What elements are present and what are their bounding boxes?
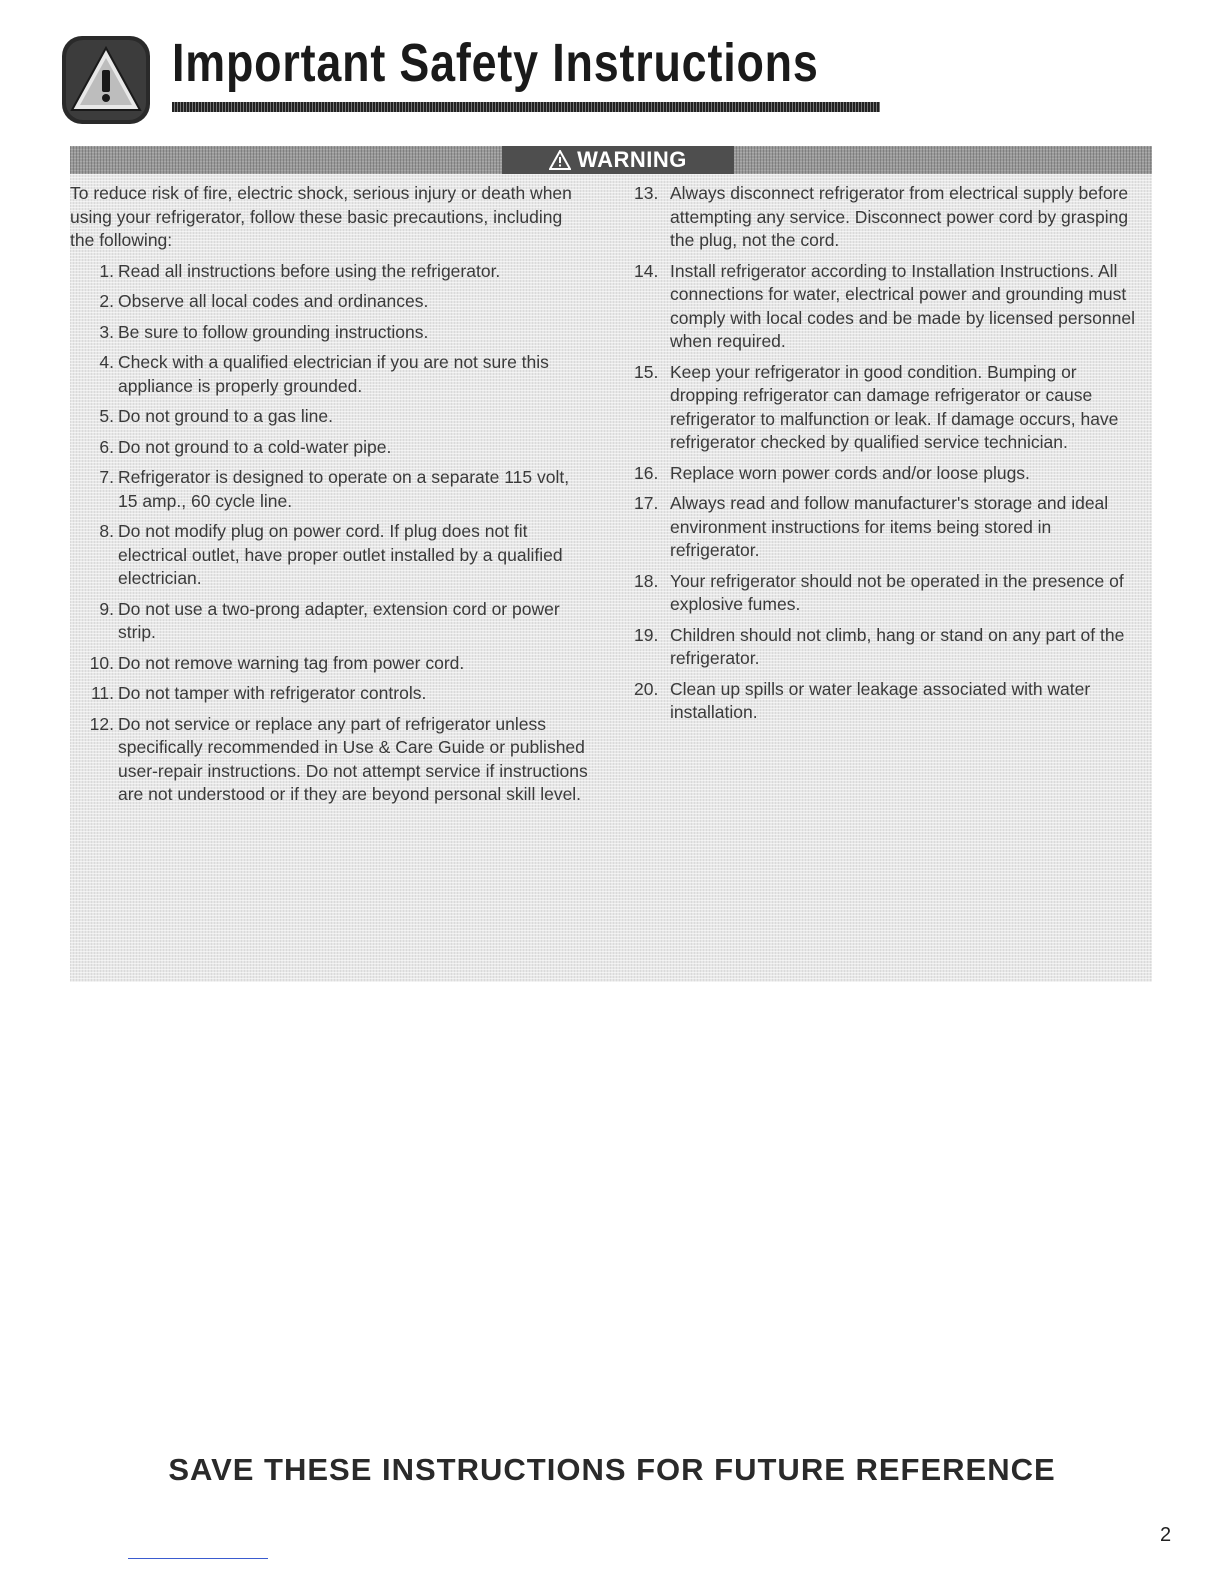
instruction-text: Children should not climb, hang or stand on any part of the refrigerator. [670, 624, 1125, 668]
instruction-text: Refrigerator is designed to operate on a separate 115 volt, 15 amp., 60 cycle line. [118, 467, 570, 511]
instruction-number: 8. [99, 521, 114, 541]
instruction-number: 12. [89, 713, 114, 734]
instruction-text: Observe all local codes and ordinances. [118, 291, 429, 311]
instruction-number: 18. [634, 570, 659, 591]
warning-label-text: WARNING [577, 147, 687, 172]
instruction-item [70, 321, 590, 345]
page-title: Important Safety Instructions [172, 33, 819, 93]
instruction-item [70, 351, 590, 398]
instruction-number: 13. [634, 183, 659, 203]
instruction-text: Do not ground to a gas line. [118, 406, 334, 426]
instruction-number: 4. [99, 352, 114, 372]
page-header [62, 32, 832, 124]
instruction-item [70, 520, 590, 591]
instruction-item [70, 466, 590, 513]
instruction-item [70, 652, 590, 676]
right-instruction-list [634, 182, 1142, 725]
instruction-number: 16. [634, 462, 659, 483]
instruction-item [634, 492, 1142, 563]
left-instruction-list [70, 260, 590, 807]
right-column [634, 182, 1142, 732]
warning-bar [70, 146, 1152, 174]
instruction-number: 17. [634, 493, 659, 513]
instruction-text: Your refrigerator should not be operated in the presence of explosive fumes. [670, 570, 1124, 614]
warning-box [70, 146, 1152, 982]
instruction-text: Do not modify plug on power cord. If plug does not fit electrical outlet, have proper outlet installed by a qualified electrician. [118, 521, 563, 588]
instruction-number: 5. [99, 406, 114, 426]
footer-title: SAVE THESE INSTRUCTIONS FOR FUTURE REFERENCE [168, 1452, 1056, 1487]
instruction-text: Replace worn power cords and/or loose plugs. [670, 462, 1030, 483]
instruction-number: 20. [634, 678, 659, 699]
instruction-text: Check with a qualified electrician if you are not sure this appliance is properly grounded. [118, 352, 549, 396]
instruction-text: Do not remove warning tag from power cord. [118, 652, 465, 673]
instruction-text: Install refrigerator according to Installation Instructions. All connections for water, electrical power and grounding must comply with local codes and be made by licensed personnel when required. [670, 260, 1135, 351]
instruction-text: Do not tamper with refrigerator controls. [118, 683, 427, 703]
page-number: 2 [1160, 1524, 1172, 1546]
instruction-number: 1. [99, 260, 114, 281]
instruction-item [634, 260, 1142, 354]
warning-intro: To reduce risk of fire, electric shock, serious injury or death when using your refrigerator, follow these basic precautions, including the following: [70, 183, 572, 250]
instruction-item [634, 678, 1142, 725]
instruction-number: 15. [634, 361, 659, 382]
instruction-number: 6. [99, 436, 114, 457]
instruction-number: 14. [634, 260, 659, 281]
instruction-text: Do not service or replace any part of refrigerator unless specifically recommended in Use & Care Guide or published user-repair instructions. Do not attempt service if instructions are not understood or if they are beyond personal skill level. [118, 713, 588, 804]
title-underline [172, 102, 880, 112]
instruction-text: Always read and follow manufacturer's storage and ideal environment instructions for items being stored in refrigerator. [670, 493, 1109, 560]
instruction-text: Do not ground to a cold-water pipe. [118, 436, 392, 457]
instruction-number: 7. [99, 467, 114, 487]
instruction-number: 10. [89, 652, 114, 673]
instruction-number: 2. [99, 291, 114, 311]
instruction-number: 11. [90, 683, 114, 703]
left-column [70, 182, 590, 814]
instruction-item [70, 260, 590, 284]
instruction-item [634, 624, 1142, 671]
instruction-item [70, 290, 590, 314]
instruction-item [70, 598, 590, 645]
instruction-item [634, 570, 1142, 617]
instruction-text: Keep your refrigerator in good condition. Bumping or dropping refrigerator can damage refrigerator or cause refrigerator to malfunction or leak. If damage occurs, have refrigerator checked by qualified service technician. [670, 361, 1119, 452]
instruction-number: 3. [99, 321, 114, 342]
instruction-number: 19. [634, 624, 659, 645]
instruction-item [634, 462, 1142, 486]
instruction-number: 9. [99, 598, 114, 619]
instruction-item [70, 436, 590, 460]
instruction-item [70, 682, 590, 706]
warning-sign-icon [549, 150, 571, 170]
instruction-item [634, 182, 1142, 253]
footer-rule [128, 1558, 268, 1559]
instruction-item [70, 713, 590, 807]
warning-label [502, 146, 734, 174]
instruction-item [70, 405, 590, 429]
instruction-item [634, 361, 1142, 455]
instruction-text: Always disconnect refrigerator from electrical supply before attempting any service. Disconnect power cord by grasping the plug, not the cord. [670, 183, 1129, 250]
instruction-text: Clean up spills or water leakage associated with water installation. [670, 678, 1091, 722]
instruction-text: Be sure to follow grounding instructions. [118, 321, 429, 342]
instruction-text: Read all instructions before using the refrigerator. [118, 260, 501, 281]
instruction-text: Do not use a two-prong adapter, extension cord or power strip. [118, 598, 560, 642]
warning-triangle-icon [62, 36, 150, 124]
